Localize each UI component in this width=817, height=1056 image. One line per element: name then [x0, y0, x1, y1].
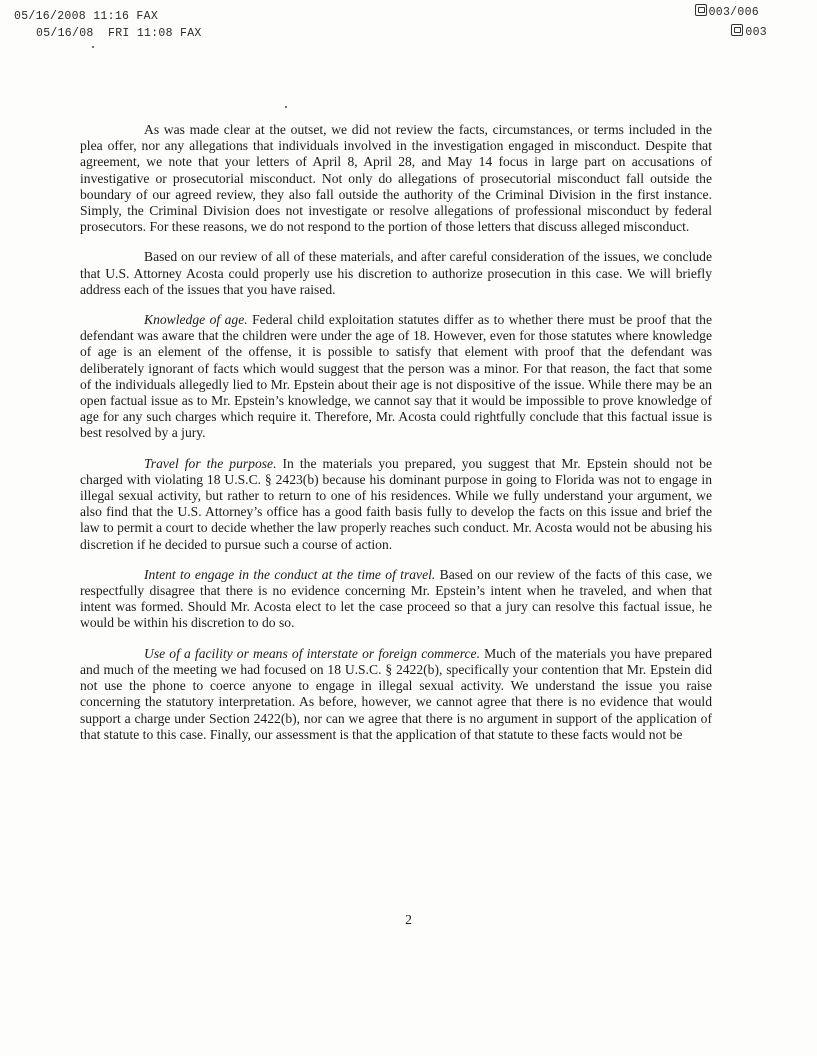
fax-page-counter	[731, 24, 767, 39]
fax-page-counter-top	[695, 4, 759, 19]
letter-body	[80, 122, 712, 757]
paragraph-text: In the materials you prepared, you suggest that Mr. Epstein should not be charged with violating 18 U.S.C. § 2423(b) because his dominant purpose in going to Florida was not to engage in illegal sexual activity, but rather to return to one of his residences. While we fully understand your argument, we also find that the U.S. Attorney’s office has a good faith basis fully to develop the facts on this issue and brief the law to permit a court to decide whether the law properly reaches such conduct. Mr. Acosta would not be abusing his discretion if he decided to pursue such a course of action.	[80, 455, 712, 552]
fax-page-counter-text: 003	[745, 26, 767, 39]
paragraph-knowledge-of-age	[80, 312, 712, 442]
fax-header-line-1: 05/16/2008 11:16 FAX	[14, 10, 159, 23]
page-number: 2	[405, 912, 412, 927]
paragraph-text: Federal child exploitation statutes differ as to whether there must be proof that the defendant was aware that the children were under the age of 18. However, even for those statutes where knowledge of age is an element of the offense, it is possible to satisfy that element with proof that the defendant was deliberately ignorant of facts which would suggest that the person was a minor. For that reason, the fact that some of the individuals allegedly lied to Mr. Epstein about their age is not dispositive of the issue. While there may be an open factual issue as to Mr. Epstein’s knowledge, we cannot say that it would be impossible to prove knowledge of age for any such charges which require it. Therefore, Mr. Acosta could rightfully conclude that this factual issue is best resolved by a jury.	[80, 312, 712, 441]
scan-speck	[92, 46, 94, 48]
paragraph-scope	[80, 122, 712, 235]
fax-icon	[695, 4, 707, 16]
paragraph-heading: Travel for the purpose.	[144, 455, 277, 471]
paragraph-use-of-facility	[80, 646, 712, 743]
fax-icon	[731, 24, 743, 36]
paragraph-text: Much of the materials you have prepared and much of the meeting we had focused on 18 U.S.C. § 2422(b), specifically your contention that Mr. Epstein did not use the phone to coerce anyone to engage in illegal sexual activity. We understand the issue you raise concerning the statutory interpretation. As before, however, we cannot agree that there is no evidence that would support a charge under Section 2422(b), nor can we agree that there is no argument in support of the application of that statute to this case. Finally, our assessment is that the application of that statute to these facts would not be	[80, 645, 712, 742]
scan-speck	[285, 106, 287, 108]
paragraph-heading: Intent to engage in the conduct at the time of travel.	[144, 566, 436, 582]
paragraph-text: Based on our review of all of these materials, and after careful consideration of the issues, we conclude that U.S. Attorney Acosta could properly use his discretion to authorize prosecution in this case. We will briefly address each of the issues that you have raised.	[80, 249, 712, 297]
paragraph-travel-for-purpose	[80, 456, 712, 553]
fax-page-counter-top-text: 003/006	[708, 6, 759, 19]
paragraph-heading: Use of a facility or means of interstate or foreign commerce.	[144, 645, 480, 661]
paragraph-text: Based on our review of the facts of this case, we respectfully disagree that there is no evidence concerning Mr. Epstein’s intent when he traveled, and when that intent was formed. Should Mr. Acosta elect to let the case proceed so that a jury can resolve this factual issue, he would be within his discretion to do so.	[80, 566, 713, 631]
fax-header-line-2: 05/16/08 FRI 11:08 FAX	[36, 27, 202, 40]
paragraph-intent	[80, 567, 712, 632]
paragraph-conclusion	[80, 249, 712, 298]
paragraph-text: As was made clear at the outset, we did not review the facts, circumstances, or terms included in the plea offer, nor any allegations that individuals involved in the investigation engaged in misconduct. Despite that agreement, we note that your letters of April 8, April 28, and May 14 focus in large part on accusations of investigative or prosecutorial misconduct. Not only do allegations of prosecutorial misconduct fall outside the boundary of our agreed review, they also fall outside the authority of the Criminal Division in the first instance. Simply, the Criminal Division does not investigate or resolve allegations of professional misconduct by federal prosecutors. For these reasons, we do not respond to the portion of those letters that discuss alleged misconduct.	[80, 122, 712, 235]
paragraph-heading: Knowledge of age.	[144, 312, 248, 328]
